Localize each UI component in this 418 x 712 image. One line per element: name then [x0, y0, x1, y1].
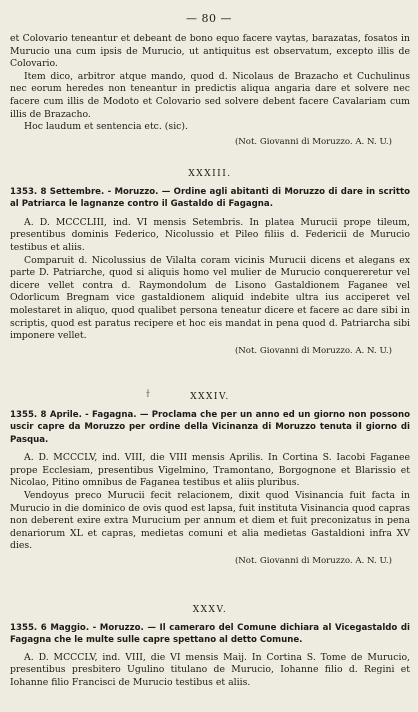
- source-note: (Not. Giovanni di Moruzzo. A. N. U.): [234, 136, 392, 147]
- paragraph: A. D. MCCCLIII, ind. VI mensis Setembris. In platea Murucii prope tileum, presentibus dominis Federico, Nicolussio et Pileo filiis d. Federicii de Murucio testibus et aliis.: [10, 216, 410, 253]
- paragraph: A. D. MCCCLV, ind. VIII, die VI mensis Maij. In Cortina S. Tome de Murucio, presentibus presbitero Ugulino titulano de Murucio, Iohanne filio d. Regini et Iohanne filio Francisci de Murucio testibus et aliis.: [10, 651, 410, 688]
- section-heading: 1355. 8 Aprile. - Fagagna. — Proclama che per un anno ed un giorno non possono uscir capre da Moruzzo per ordine della Vicinanza di Moruzzo tenuta il giorno di Pasqua.: [10, 410, 410, 445]
- section-heading: 1355. 6 Maggio. - Moruzzo. — Il cameraro del Comune dichiara al Vicegastaldo di Fagagna che le multe sulle capre spettano al detto Comune.: [10, 623, 410, 646]
- paragraph: A. D. MCCCLV, ind. VIII, die VIII mensis Aprilis. In Cortina S. Iacobi Faganee prope Ecclesiam, presentibus Vigelmino, Tramontano, Borgognone et Blarissio et Nicolao, Pitino omnibus de Faganea testibus et aliis pluribus.: [10, 452, 410, 489]
- paragraph: Comparuit d. Nicolussius de Vilalta coram vicinis Murucii dicens et alegans ex parte D. Patriarche, quod si aliquis homo vel mulier de Murucio conquereretur vel dicere vellet contra d. Raymondolum de Lisono Gastaldionem Faganee vel Odorlicum Bregnam vice gastaldionem aliquid indebite ultra ius acciperet vel molestaret in aliquo, quod qualibet persona teneatur dicere et facere ac dare sibi in scriptis, quod est paratus recipere et hoc eis mandat in pena quod d. Patriarcha sibi imponere vellet.: [10, 254, 410, 342]
- paragraph: Vendoyus preco Murucii fecit relacionem, dixit quod Visinancia fuit facta in Murucio in die dominico de ovis quod est lapsa, fuit instituta Visinancia quod capras non deberent exire extra Murucium per annum et diem et fuit preconizatus in pena denariorum XL et capras, medietas comuni et alia medietas Gastaldioni infra XV dies.: [10, 490, 410, 552]
- section-heading: 1353. 8 Settembre. - Moruzzo. — Ordine agli abitanti di Moruzzo di dare in scritto al Patriarca le lagnanze contro il Gastaldo di Fagagna.: [10, 187, 410, 210]
- source-note: (Not. Giovanni di Moruzzo. A. N. U.): [234, 555, 392, 566]
- paragraph: et Colovario teneantur et debeant de bono equo facere vaytas, barazatas, fosatos in Murucio una cum ipsis de Murucio, ut antiquitus est observatum, excepto illis de Colovario.: [10, 33, 410, 70]
- document-section-xxxv: [10, 604, 410, 690]
- section-number: XXXIII.: [188, 169, 232, 179]
- section-number: XXXIV.: [190, 392, 230, 402]
- section-number: XXXV.: [192, 605, 228, 615]
- paragraph: Hoc laudum et sentencia etc. (sic).: [24, 121, 188, 133]
- source-note: (Not. Giovanni di Moruzzo. A. N. U.): [234, 345, 392, 356]
- top-continuation: [10, 33, 410, 148]
- paragraph: Item dico, arbitror atque mando, quod d. Nicolaus de Brazacho et Cuchulinus nec eorum heredes non teneantur in predictis aliqua angaria dare et solvere nec facere cum illis de Modoto et Colovario sed solvere debent facere Cavalariam cum illis de Brazacho.: [10, 70, 410, 120]
- document-section-xxxiii: [10, 168, 410, 357]
- page-number: — 80 —: [186, 12, 232, 25]
- margin-cross-mark: ϯ: [146, 389, 150, 400]
- document-section-xxxiv: [10, 391, 410, 567]
